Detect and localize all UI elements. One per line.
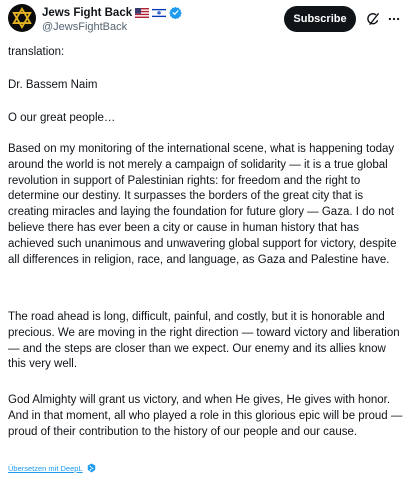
deepl-icon — [87, 463, 96, 473]
star-of-david-icon — [11, 7, 33, 29]
post-header — [8, 4, 401, 34]
translation-label: translation: — [8, 46, 65, 58]
more-options-icon[interactable] — [387, 12, 401, 26]
avatar[interactable] — [8, 4, 36, 32]
us-flag-icon — [135, 8, 149, 18]
paragraph-1: Based on my monitoring of the international scene, what is happening today around the world is not merely a campaign of solidarity — it is a true global revolution in support of Palestinian rights: for freedom and the right to determine our destiny. It surpasses the borders of the great city that is creating miracles and laying the foundation for future glory — Gaza. I do not believe there has ever been a city or cause in human history that has achieved such unanimous and unwavering global support for victory, despite all differences in religion, race, and language, as Gaza and Palestine have. — [8, 143, 397, 266]
israel-flag-icon — [152, 8, 166, 18]
handle[interactable]: @JewsFightBack — [42, 21, 128, 33]
subscribe-button[interactable]: Subscribe — [284, 6, 356, 32]
display-name[interactable]: Jews Fight Back — [42, 6, 133, 19]
paragraph-2: The road ahead is long, difficult, painful, and costly, but it is honorable and precious. We are moving in the right direction — toward victory and liberation — and the steps are closer than we expect. Our enemy and its allies know this very well. — [8, 311, 400, 371]
account-names — [42, 5, 182, 33]
greeting: O our great people… — [8, 112, 116, 124]
grok-icon[interactable] — [366, 12, 380, 26]
paragraph-3: God Almighty will grant us victory, and when He gives, He gives with honor. And in that moment, all who played a role in this glorious epic will be proud — proud of their contribution to the history of our people and our cause. — [8, 394, 403, 438]
verified-badge-icon[interactable] — [169, 6, 182, 19]
display-name-row — [42, 5, 182, 20]
translate-link[interactable]: Übersetzen mit DeepL — [8, 463, 83, 473]
translate-row — [8, 463, 96, 473]
author-name: Dr. Bassem Naim — [8, 79, 98, 91]
